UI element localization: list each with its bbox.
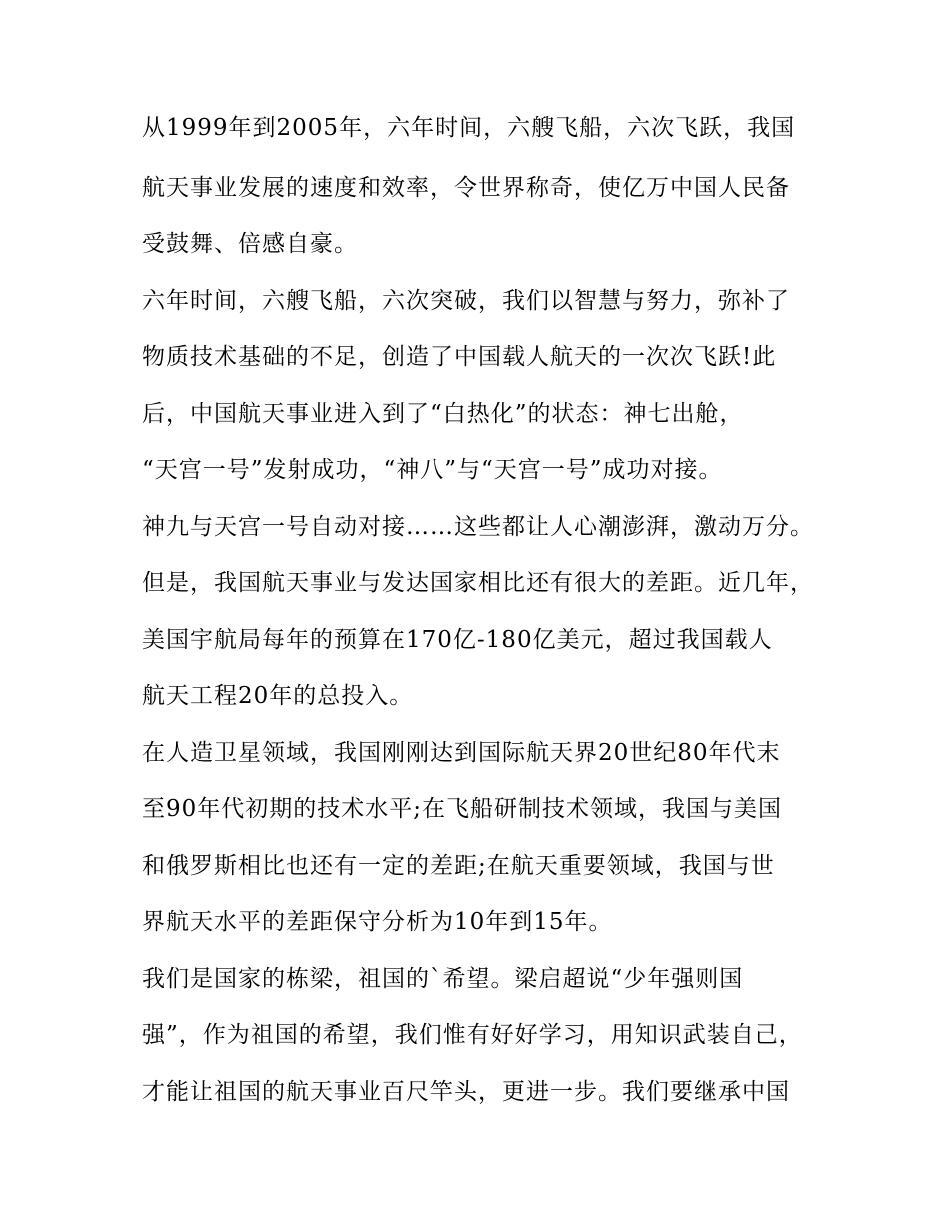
text-line: 美国宇航局每年的预算在170亿-180亿美元，超过我国载人 — [142, 627, 773, 653]
text-line: 和俄罗斯相比也还有一定的差距;在航天重要领域，我国与世 — [142, 853, 775, 879]
text-line: 后，中国航天事业进入到了“白热化”的状态：神七出舱， — [142, 401, 744, 427]
text-line: 受鼓舞、倍感自豪。 — [142, 231, 358, 257]
text-line: 航天工程20年的总投入。 — [142, 683, 414, 709]
text-line: 航天事业发展的速度和效率，令世界称奇，使亿万中国人民备 — [142, 175, 790, 201]
text-line: 从1999年到2005年，六年时间，六艘飞船，六次飞跃，我国 — [142, 115, 796, 141]
text-line: 但是，我国航天事业与发达国家相比还有很大的差距。近几年， — [142, 570, 814, 596]
text-line: 才能让祖国的航天事业百尺竿头，更进一步。我们要继承中国 — [142, 1079, 790, 1105]
text-line: 界航天水平的差距保守分析为10年到15年。 — [142, 909, 613, 935]
text-line: 在人造卫星领域，我国刚刚达到国际航天界20世纪80年代末 — [142, 740, 781, 766]
text-line: 六年时间，六艘飞船，六次突破，我们以智慧与努力，弥补了 — [142, 288, 790, 314]
text-line: 物质技术基础的不足，创造了中国载人航天的一次次飞跃!此 — [142, 344, 777, 370]
text-line: 强”，作为祖国的希望，我们惟有好好学习，用知识武装自己， — [142, 1022, 803, 1048]
text-line: 神九与天宫一号自动对接……这些都让人心潮澎湃，激动万分。 — [142, 514, 814, 540]
text-line: “天宫一号”发射成功，“神八”与“天宫一号”成功对接。 — [142, 457, 723, 483]
text-line: 至90年代初期的技术水平;在飞船研制技术领域，我国与美国 — [142, 796, 783, 822]
text-line: 我们是国家的栋梁，祖国的`希望。梁启超说“少年强则国 — [142, 966, 744, 992]
